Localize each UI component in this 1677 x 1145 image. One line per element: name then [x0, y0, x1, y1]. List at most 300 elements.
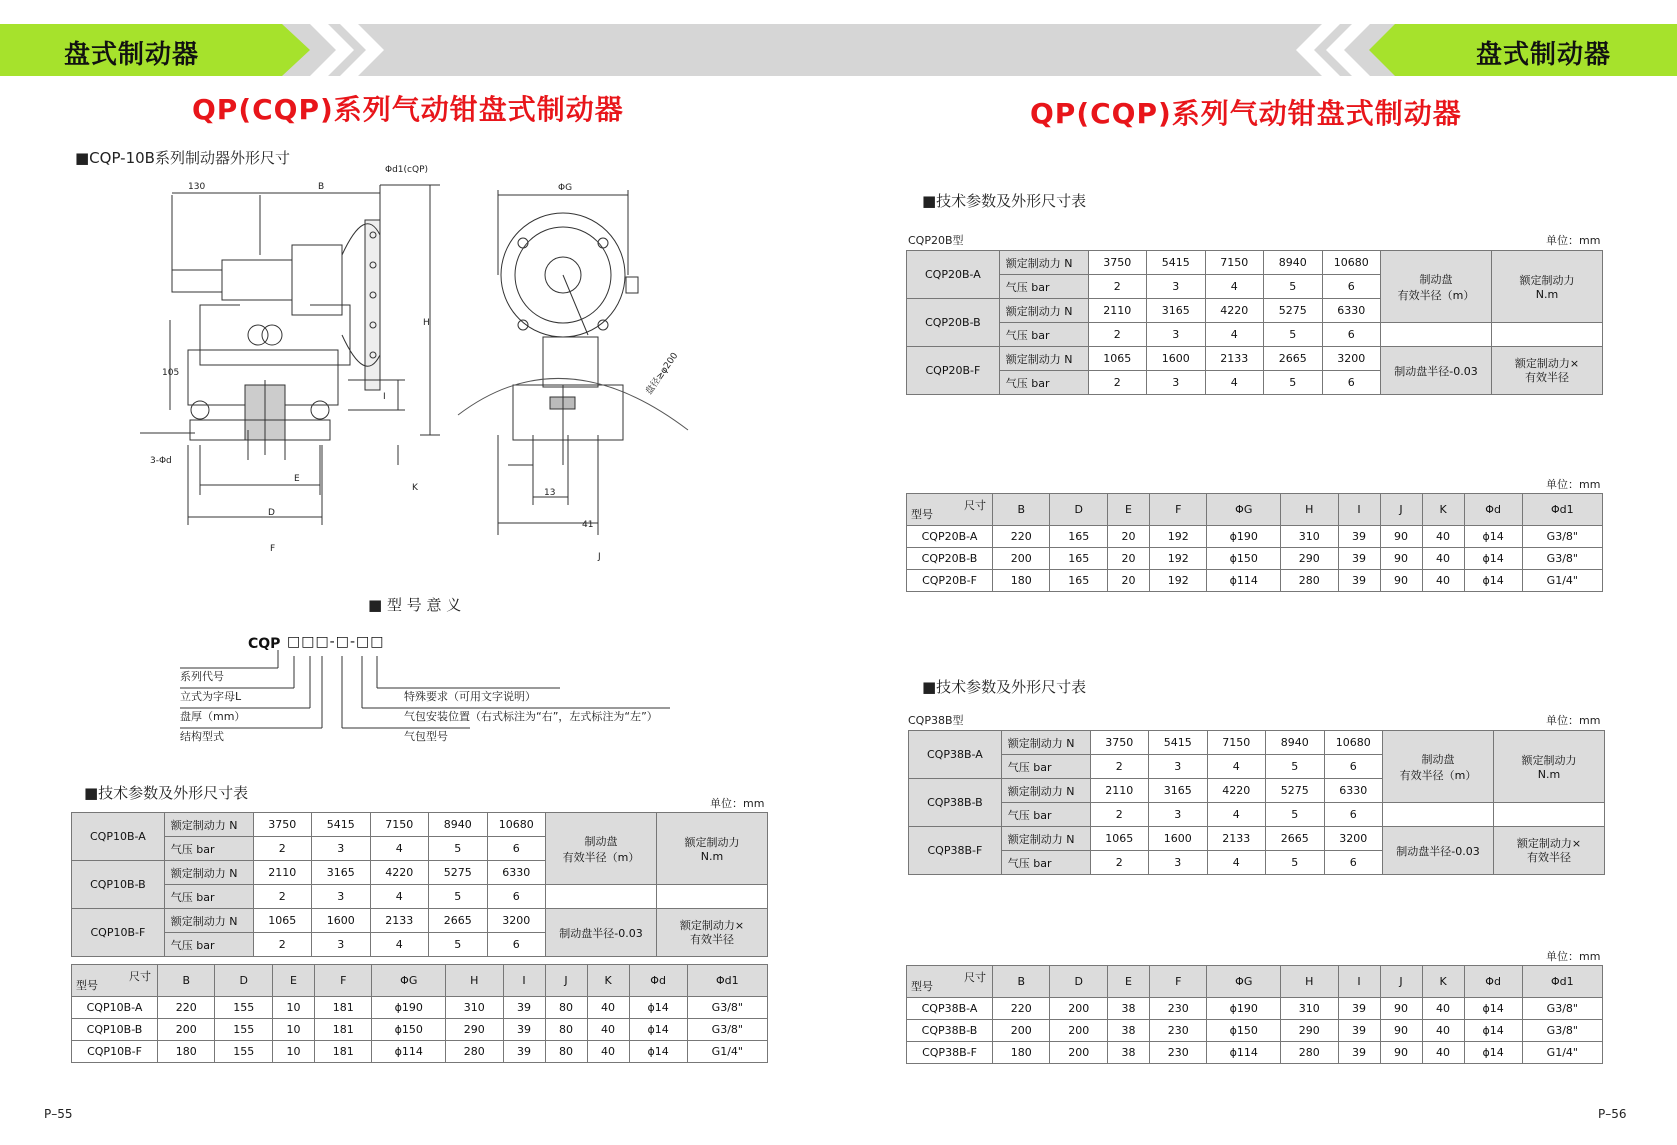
- right-page-number: P–56: [1598, 1107, 1627, 1121]
- dims-value: G1/4": [687, 1041, 767, 1063]
- force-value: 6330: [1322, 299, 1381, 323]
- dims-value: 200: [993, 548, 1050, 570]
- model-item-4: 结构型式: [180, 730, 224, 743]
- force-value: 3750: [1090, 731, 1149, 755]
- torque-formula: 额定制动力× 有效半径: [1494, 827, 1605, 875]
- pressure-value: 5: [1266, 851, 1325, 875]
- force-label: 额定制动力 N: [1001, 779, 1090, 803]
- pressure-value: 2: [1088, 323, 1147, 347]
- dims-header: B: [993, 966, 1050, 998]
- dim-j: J: [598, 552, 601, 562]
- dims-value: ϕ14: [1464, 998, 1522, 1020]
- model-cell: CQP10B-F: [72, 909, 165, 957]
- pressure-value: 2: [1090, 803, 1149, 827]
- chevron-right-icon: [310, 24, 390, 76]
- dims-value: 155: [215, 997, 272, 1019]
- dims-header: ΦG: [1207, 966, 1281, 998]
- dims-value: 40: [1422, 998, 1464, 1020]
- disc-formula: 制动盘半径-0.03: [1381, 347, 1492, 395]
- dims-value: 40: [1422, 570, 1464, 592]
- dims-value: ϕ114: [372, 1041, 446, 1063]
- dim-13: 13: [544, 488, 556, 498]
- drawing-heading: ■CQP-10B系列制动器外形尺寸: [75, 149, 290, 167]
- dims-value: 310: [1281, 526, 1338, 548]
- dims-model: CQP38B-A: [907, 998, 993, 1020]
- corner-bottom-label: 型号: [911, 508, 933, 521]
- pressure-value: 6: [487, 885, 546, 909]
- force-value: 10680: [1322, 251, 1381, 275]
- dims-header: E: [1107, 966, 1149, 998]
- dims-value: G3/8": [1522, 548, 1602, 570]
- force-value: 4220: [1207, 779, 1266, 803]
- force-value: 1600: [1149, 827, 1208, 851]
- dims-header: F: [314, 965, 371, 997]
- dims-header: H: [1281, 494, 1338, 526]
- force-value: 3165: [1149, 779, 1208, 803]
- model-item-2: 立式为字母L: [180, 690, 242, 703]
- right-page-title: QP(CQP)系列气动钳盘式制动器: [1030, 97, 1462, 130]
- disc-radius-header: 制动盘 有效半径（m）: [546, 813, 657, 885]
- pressure-value: 3: [312, 933, 371, 957]
- dims-value: ϕ14: [1464, 548, 1522, 570]
- dims-header: F: [1149, 494, 1206, 526]
- dim-e: E: [294, 474, 300, 484]
- pressure-value: 2: [253, 885, 312, 909]
- dims-value: 90: [1380, 570, 1422, 592]
- force-value: 3750: [253, 813, 312, 837]
- dims-header: K: [1422, 966, 1464, 998]
- force-label: 额定制动力 N: [1001, 731, 1090, 755]
- pressure-value: 3: [1147, 323, 1206, 347]
- dims-header: D: [1050, 966, 1107, 998]
- force-value: 3165: [1147, 299, 1206, 323]
- dim-130: 130: [188, 182, 206, 192]
- pressure-value: 2: [1090, 755, 1149, 779]
- params-row: [907, 323, 1603, 347]
- corner-bottom-label: 型号: [911, 980, 933, 993]
- rated-force-header: 额定制动力 N.m: [657, 813, 768, 885]
- model-cell: CQP38B-B: [909, 779, 1002, 827]
- dims-value: 40: [1422, 1042, 1464, 1064]
- dims-value: 39: [1338, 1042, 1380, 1064]
- dims-row: [907, 1042, 1603, 1064]
- force-value: 2110: [1088, 299, 1147, 323]
- pressure-value: 6: [1324, 803, 1383, 827]
- force-value: 5275: [1264, 299, 1323, 323]
- dims-header: Φd1: [1522, 494, 1602, 526]
- force-value: 1065: [1088, 347, 1147, 371]
- dims-value: 90: [1380, 548, 1422, 570]
- pressure-value: 4: [1205, 323, 1264, 347]
- dims-value: 200: [158, 1019, 215, 1041]
- dims-value: 39: [1338, 1020, 1380, 1042]
- force-label: 额定制动力 N: [999, 347, 1088, 371]
- dims-row: [907, 526, 1603, 548]
- force-value: 10680: [487, 813, 546, 837]
- dims-header-row: [72, 965, 768, 997]
- left-page-title: QP(CQP)系列气动钳盘式制动器: [192, 93, 624, 126]
- dims-header: D: [215, 965, 272, 997]
- pressure-label: 气压 bar: [164, 933, 253, 957]
- force-value: 3165: [312, 861, 371, 885]
- dims-value: G1/4": [1522, 570, 1602, 592]
- force-value: 1600: [1147, 347, 1206, 371]
- model-cell: CQP20B-B: [907, 299, 1000, 347]
- force-value: 4220: [1205, 299, 1264, 323]
- dim-disc: 盘径≥φ200: [644, 351, 681, 397]
- dims-value: 165: [1050, 526, 1107, 548]
- dims-value: 90: [1380, 998, 1422, 1020]
- dims-value: ϕ14: [629, 997, 687, 1019]
- model-item-3: 盘厚（mm）: [180, 710, 246, 723]
- model-item-1: 系列代号: [180, 670, 224, 683]
- force-value: 3200: [1324, 827, 1383, 851]
- dims-model: CQP38B-B: [907, 1020, 993, 1042]
- right-block1-unit2: 单位：mm: [1546, 478, 1601, 491]
- model-cell: CQP10B-B: [72, 861, 165, 909]
- dims-value: 230: [1149, 1042, 1206, 1064]
- dims-header: Φd1: [1522, 966, 1602, 998]
- dims-value: 180: [158, 1041, 215, 1063]
- right-section-title: 盘式制动器: [1476, 40, 1612, 70]
- force-value: 7150: [370, 813, 429, 837]
- dims-header: K: [587, 965, 629, 997]
- dims-value: 20: [1107, 526, 1149, 548]
- pressure-value: 5: [429, 837, 488, 861]
- dims-value: ϕ14: [1464, 526, 1522, 548]
- front-view: [458, 190, 688, 535]
- empty-cell: [1383, 803, 1494, 827]
- pressure-value: 5: [429, 933, 488, 957]
- pressure-value: 6: [1324, 851, 1383, 875]
- dims-value: 192: [1149, 548, 1206, 570]
- corner-bottom-label: 型号: [76, 979, 98, 992]
- dims-value: 310: [446, 997, 503, 1019]
- pressure-value: 4: [370, 933, 429, 957]
- force-value: 4220: [370, 861, 429, 885]
- dims-value: 40: [1422, 548, 1464, 570]
- dim-d: D: [268, 508, 275, 518]
- dims-value: 39: [1338, 998, 1380, 1020]
- dims-table: [71, 964, 768, 1063]
- right-block2-unit2: 单位：mm: [1546, 950, 1601, 963]
- dim-3phid: 3-Φd: [150, 456, 172, 466]
- dims-header: B: [158, 965, 215, 997]
- dims-header: ΦG: [372, 965, 446, 997]
- dims-value: G3/8": [687, 997, 767, 1019]
- corner-top-label: 尺寸: [964, 499, 986, 512]
- dims-header-row: [907, 966, 1603, 998]
- empty-cell: [1494, 803, 1605, 827]
- dims-value: 40: [587, 1019, 629, 1041]
- dims-value: 280: [446, 1041, 503, 1063]
- dims-row: [72, 1041, 768, 1063]
- dims-value: 80: [545, 1041, 587, 1063]
- dim-h: H: [423, 318, 430, 328]
- dims-value: ϕ150: [1207, 1020, 1281, 1042]
- chevron-left-icon: [1290, 24, 1370, 76]
- dims-value: 180: [993, 570, 1050, 592]
- pressure-label: 气压 bar: [1001, 755, 1090, 779]
- dims-model: CQP20B-A: [907, 526, 993, 548]
- dims-value: ϕ150: [1207, 548, 1281, 570]
- dims-value: 181: [314, 1019, 371, 1041]
- dims-value: G3/8": [1522, 1020, 1602, 1042]
- side-view: [140, 185, 440, 525]
- force-value: 6330: [487, 861, 546, 885]
- dims-value: 80: [545, 1019, 587, 1041]
- empty-cell: [546, 885, 657, 909]
- empty-cell: [1381, 323, 1492, 347]
- dims-value: ϕ14: [1464, 1042, 1522, 1064]
- dims-value: 40: [1422, 1020, 1464, 1042]
- dims-value: 165: [1050, 570, 1107, 592]
- pressure-value: 3: [1149, 755, 1208, 779]
- dims-row: [907, 548, 1603, 570]
- torque-formula: 额定制动力× 有效半径: [1492, 347, 1603, 395]
- force-value: 8940: [1266, 731, 1325, 755]
- pressure-value: 4: [1207, 851, 1266, 875]
- force-value: 6330: [1324, 779, 1383, 803]
- disc-formula: 制动盘半径-0.03: [1383, 827, 1494, 875]
- left-table-heading: ■技术参数及外形尺寸表: [84, 784, 249, 802]
- left-page-number: P–55: [44, 1107, 73, 1121]
- dims-value: 200: [1050, 1042, 1107, 1064]
- dims-value: 90: [1380, 526, 1422, 548]
- dim-41: 41: [582, 520, 594, 530]
- dims-header: I: [1338, 966, 1380, 998]
- pressure-value: 2: [1088, 275, 1147, 299]
- dims-value: 10: [272, 1019, 314, 1041]
- dims-value: 165: [1050, 548, 1107, 570]
- dim-k: K: [412, 483, 418, 493]
- dim-i: I: [383, 392, 386, 402]
- params-row: [909, 827, 1605, 851]
- dims-value: 38: [1107, 998, 1149, 1020]
- right-block2-type: CQP38B型: [908, 714, 964, 727]
- model-cell: CQP10B-A: [72, 813, 165, 861]
- pressure-label: 气压 bar: [999, 371, 1088, 395]
- dims-model: CQP10B-B: [72, 1019, 158, 1041]
- pressure-value: 3: [1149, 803, 1208, 827]
- pressure-label: 气压 bar: [164, 837, 253, 861]
- model-item-right-3: 气包型号: [404, 730, 448, 743]
- force-value: 5415: [1147, 251, 1206, 275]
- force-value: 2133: [1205, 347, 1264, 371]
- corner-cell: [72, 965, 158, 997]
- pressure-value: 5: [1264, 275, 1323, 299]
- dims-value: ϕ150: [372, 1019, 446, 1041]
- dims-value: 39: [503, 1019, 545, 1041]
- dims-value: 181: [314, 997, 371, 1019]
- pressure-value: 4: [370, 885, 429, 909]
- pressure-value: 6: [487, 933, 546, 957]
- params-row: [909, 803, 1605, 827]
- dims-value: 200: [993, 1020, 1050, 1042]
- dims-header: F: [1149, 966, 1206, 998]
- dims-value: 40: [587, 1041, 629, 1063]
- force-value: 1065: [253, 909, 312, 933]
- dims-model: CQP10B-F: [72, 1041, 158, 1063]
- dims-header: D: [1050, 494, 1107, 526]
- dims-value: 220: [993, 526, 1050, 548]
- force-label: 额定制动力 N: [164, 861, 253, 885]
- force-value: 5415: [312, 813, 371, 837]
- force-value: 1065: [1090, 827, 1149, 851]
- dims-value: 20: [1107, 548, 1149, 570]
- pressure-label: 气压 bar: [164, 885, 253, 909]
- pressure-value: 5: [1264, 371, 1323, 395]
- pressure-label: 气压 bar: [999, 323, 1088, 347]
- model-cell: CQP38B-A: [909, 731, 1002, 779]
- dim-b: B: [318, 182, 325, 192]
- force-value: 2133: [370, 909, 429, 933]
- corner-top-label: 尺寸: [129, 970, 151, 983]
- pressure-value: 6: [1322, 371, 1381, 395]
- dims-header: J: [1380, 966, 1422, 998]
- rated-force-header: 额定制动力 N.m: [1494, 731, 1605, 803]
- right-block1-heading: ■技术参数及外形尺寸表: [922, 192, 1087, 210]
- params-row: [72, 813, 768, 837]
- dims-value: 155: [215, 1041, 272, 1063]
- pressure-label: 气压 bar: [1001, 851, 1090, 875]
- dims-value: ϕ190: [1207, 526, 1281, 548]
- dims-header: K: [1422, 494, 1464, 526]
- right-block1-unit: 单位：mm: [1546, 234, 1601, 247]
- force-value: 2110: [253, 861, 312, 885]
- dims-header: H: [446, 965, 503, 997]
- pressure-value: 3: [1147, 275, 1206, 299]
- dims-row: [907, 1020, 1603, 1042]
- dims-header: Φd: [629, 965, 687, 997]
- pressure-value: 4: [1205, 371, 1264, 395]
- dims-value: ϕ114: [1207, 1042, 1281, 1064]
- params-row: [907, 251, 1603, 275]
- dims-header: H: [1281, 966, 1338, 998]
- force-value: 7150: [1207, 731, 1266, 755]
- params-row: [909, 731, 1605, 755]
- force-value: 5415: [1149, 731, 1208, 755]
- disc-radius-header: 制动盘 有效半径（m）: [1381, 251, 1492, 323]
- dims-value: ϕ14: [629, 1041, 687, 1063]
- dims-value: 10: [272, 997, 314, 1019]
- dims-value: ϕ114: [1207, 570, 1281, 592]
- dims-model: CQP20B-B: [907, 548, 993, 570]
- pressure-value: 4: [1205, 275, 1264, 299]
- dims-value: G3/8": [1522, 526, 1602, 548]
- model-boxes: □□□-□-□□: [287, 634, 385, 650]
- dims-value: ϕ14: [629, 1019, 687, 1041]
- dims-model: CQP38B-F: [907, 1042, 993, 1064]
- force-value: 2665: [429, 909, 488, 933]
- pressure-value: 4: [370, 837, 429, 861]
- left-unit: 单位：mm: [710, 797, 765, 810]
- pressure-value: 2: [253, 837, 312, 861]
- dims-header: Φd: [1464, 966, 1522, 998]
- params-table: [906, 250, 1603, 395]
- pressure-value: 6: [1322, 323, 1381, 347]
- corner-top-label: 尺寸: [964, 971, 986, 984]
- dims-value: 181: [314, 1041, 371, 1063]
- dims-value: ϕ190: [1207, 998, 1281, 1020]
- dims-value: 290: [1281, 548, 1338, 570]
- dims-value: 38: [1107, 1042, 1149, 1064]
- pressure-value: 2: [1088, 371, 1147, 395]
- dims-value: 290: [1281, 1020, 1338, 1042]
- force-label: 额定制动力 N: [999, 299, 1088, 323]
- dims-header: B: [993, 494, 1050, 526]
- force-value: 3200: [1322, 347, 1381, 371]
- model-cell: CQP38B-F: [909, 827, 1002, 875]
- model-item-right-1: 特殊要求（可用文字说明）: [404, 690, 536, 703]
- pressure-value: 6: [487, 837, 546, 861]
- corner-cell: [907, 494, 993, 526]
- force-value: 2665: [1264, 347, 1323, 371]
- pressure-value: 3: [312, 885, 371, 909]
- left-section-title: 盘式制动器: [64, 40, 200, 70]
- force-label: 额定制动力 N: [164, 813, 253, 837]
- force-value: 5275: [429, 861, 488, 885]
- pressure-value: 6: [1324, 755, 1383, 779]
- empty-cell: [1492, 323, 1603, 347]
- model-cell: CQP20B-A: [907, 251, 1000, 299]
- dims-value: 39: [503, 997, 545, 1019]
- dims-table: [906, 965, 1603, 1064]
- pressure-value: 5: [1266, 803, 1325, 827]
- params-table: [908, 730, 1605, 875]
- dims-row: [907, 998, 1603, 1020]
- force-value: 2110: [1090, 779, 1149, 803]
- force-value: 8940: [429, 813, 488, 837]
- model-cell: CQP20B-F: [907, 347, 1000, 395]
- force-value: 2133: [1207, 827, 1266, 851]
- pressure-value: 3: [312, 837, 371, 861]
- pressure-value: 4: [1207, 755, 1266, 779]
- dims-value: 39: [1338, 526, 1380, 548]
- dims-value: 90: [1380, 1020, 1422, 1042]
- force-label: 额定制动力 N: [1001, 827, 1090, 851]
- empty-cell: [657, 885, 768, 909]
- dims-row: [72, 1019, 768, 1041]
- dims-value: 80: [545, 997, 587, 1019]
- dims-value: 40: [1422, 526, 1464, 548]
- dim-f: F: [270, 544, 276, 554]
- dims-model: CQP10B-A: [72, 997, 158, 1019]
- dims-header: Φd1: [687, 965, 767, 997]
- force-value: 1600: [312, 909, 371, 933]
- rated-force-header: 额定制动力 N.m: [1492, 251, 1603, 323]
- dims-value: 20: [1107, 570, 1149, 592]
- force-value: 2665: [1266, 827, 1325, 851]
- dims-value: 220: [158, 997, 215, 1019]
- force-value: 7150: [1205, 251, 1264, 275]
- params-row: [72, 909, 768, 933]
- dims-value: 230: [1149, 998, 1206, 1020]
- torque-formula: 额定制动力× 有效半径: [657, 909, 768, 957]
- model-code: CQP: [248, 636, 281, 652]
- dims-header: J: [1380, 494, 1422, 526]
- technical-drawing: [140, 165, 750, 585]
- right-block1-type: CQP20B型: [908, 234, 964, 247]
- dims-value: 38: [1107, 1020, 1149, 1042]
- dims-value: 40: [587, 997, 629, 1019]
- right-block2-unit: 单位：mm: [1546, 714, 1601, 727]
- dims-header: ΦG: [1207, 494, 1281, 526]
- dims-header-row: [907, 494, 1603, 526]
- dim-phid1: Φd1(cQP): [385, 165, 429, 175]
- dims-value: 192: [1149, 570, 1206, 592]
- dims-header: I: [1338, 494, 1380, 526]
